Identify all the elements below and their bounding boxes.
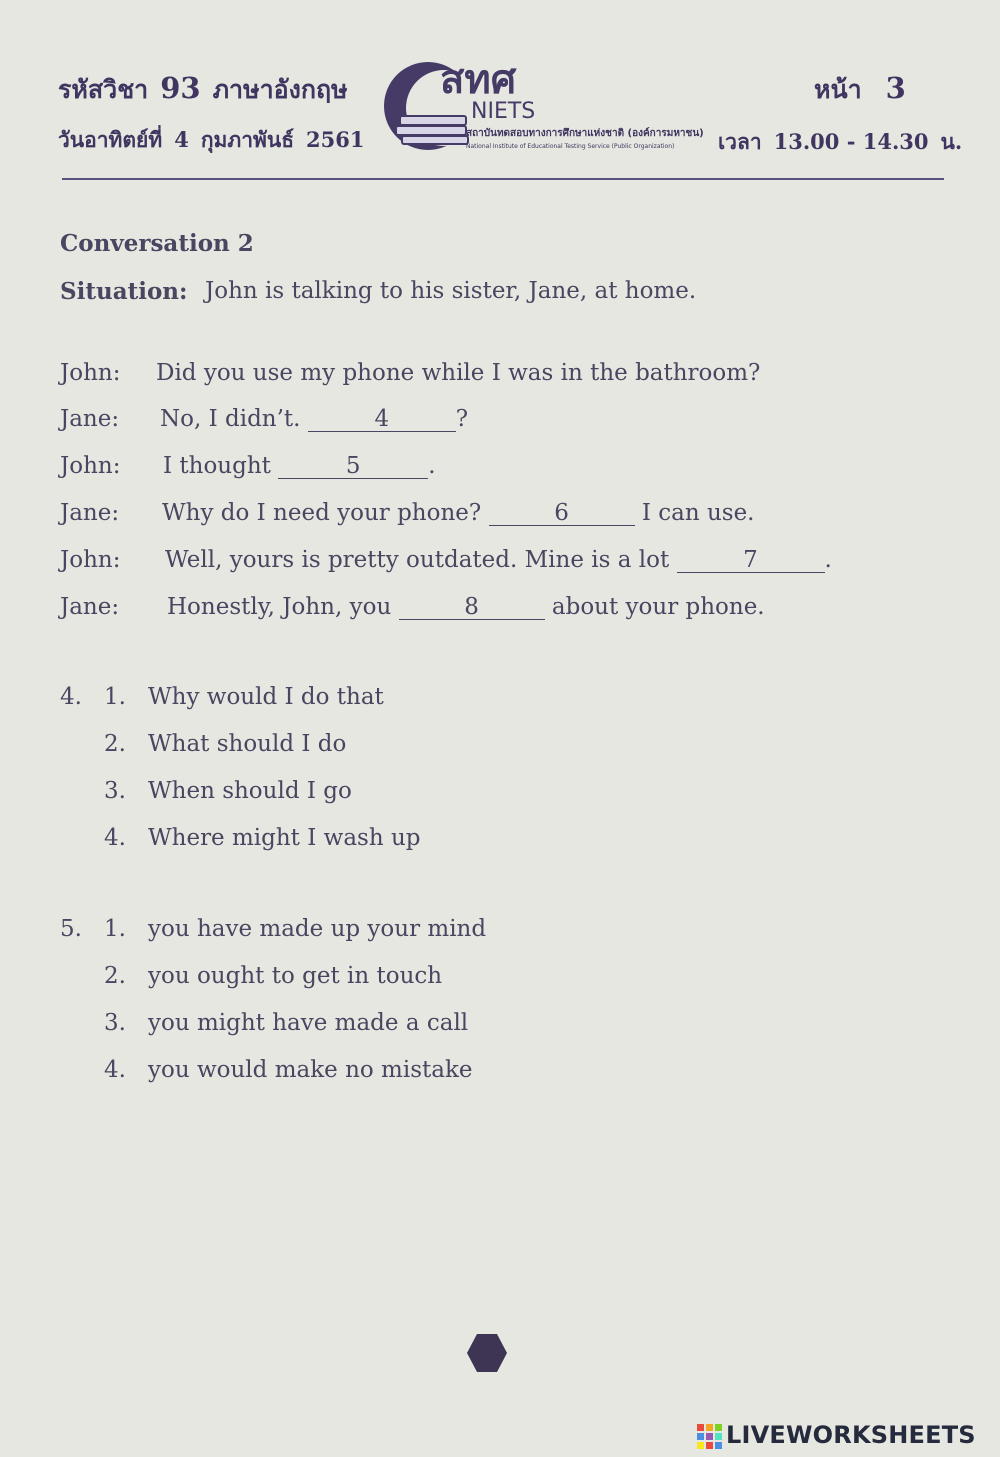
blank-8-field[interactable]: 8 xyxy=(399,595,545,620)
line-text-after: . xyxy=(428,453,436,479)
option-number: 2. xyxy=(104,731,126,757)
logo-abbr: NIETS xyxy=(471,99,536,124)
date-day: 4 xyxy=(174,127,189,152)
subject-line xyxy=(58,70,348,110)
page-marker-hexagon-icon xyxy=(466,1333,508,1373)
option-text: you have made up your mind xyxy=(148,916,487,942)
line-text: I thought xyxy=(163,453,271,479)
option-text: Where might I wash up xyxy=(148,825,421,851)
line-text-after: ? xyxy=(455,406,469,432)
speaker: John: xyxy=(60,547,121,573)
time-line xyxy=(718,126,962,159)
question-number: 4. xyxy=(60,684,82,710)
date-label: วันอาทิตย์ที่ xyxy=(58,127,163,152)
date-line xyxy=(58,124,364,157)
blank-6-field[interactable]: 6 xyxy=(489,501,635,526)
line-text: Honestly, John, you xyxy=(167,594,392,620)
line-text-after: . xyxy=(824,547,832,573)
option-number: 4. xyxy=(104,1057,126,1083)
subject-label: รหัสวิชา xyxy=(58,75,149,104)
blank-4-field[interactable]: 4 xyxy=(308,407,456,432)
time-label: เวลา xyxy=(718,129,762,154)
date-year: 2561 xyxy=(306,127,365,152)
page-number-line xyxy=(814,70,906,110)
liveworksheets-logo-icon xyxy=(697,1424,723,1450)
time-unit: น. xyxy=(940,129,963,154)
line-text: Well, yours is pretty outdated. Mine is a lot xyxy=(165,547,670,573)
blank-7-field[interactable]: 7 xyxy=(677,548,825,573)
logo-thai-mark: สทศ xyxy=(440,58,517,103)
date-month: กุมภาพันธ์ xyxy=(200,127,295,152)
line-text: No, I didn’t. xyxy=(160,406,301,432)
blank-5-field[interactable]: 5 xyxy=(278,454,428,479)
option-text: you ought to get in touch xyxy=(148,963,443,989)
option-number: 4. xyxy=(104,825,126,851)
logo-english-name: National Institute of Educational Testing Service (Public Organization) xyxy=(466,143,675,150)
time-range: 13.00 - 14.30 xyxy=(773,129,929,154)
option-number: 1. xyxy=(104,916,126,942)
line-text-after: about your phone. xyxy=(551,594,765,620)
option-number: 2. xyxy=(104,963,126,989)
page-number: 3 xyxy=(885,71,906,105)
line-text-after: I can use. xyxy=(641,500,755,526)
option-text: Why would I do that xyxy=(148,684,384,710)
subject-code: 93 xyxy=(160,71,201,105)
situation-label: Situation: xyxy=(60,278,188,305)
liveworksheets-brand[interactable]: LIVEWORKSHEETS xyxy=(726,1421,976,1449)
option-text: you would make no mistake xyxy=(148,1057,473,1083)
option-number: 3. xyxy=(104,1010,126,1036)
speaker: Jane: xyxy=(60,594,120,620)
line-text: Did you use my phone while I was in the bathroom? xyxy=(156,360,761,386)
option-text: When should I go xyxy=(148,778,352,804)
subject-name: ภาษาอังกฤษ xyxy=(212,75,348,104)
situation-text: John is talking to his sister, Jane, at home. xyxy=(205,278,697,304)
option-number: 1. xyxy=(104,684,126,710)
speaker: John: xyxy=(60,453,121,479)
option-text: you might have made a call xyxy=(148,1010,469,1036)
speaker: Jane: xyxy=(60,406,120,432)
page-label: หน้า xyxy=(814,75,862,104)
conversation-title: Conversation 2 xyxy=(60,230,254,257)
line-text: Why do I need your phone? xyxy=(162,500,482,526)
option-number: 3. xyxy=(104,778,126,804)
speaker: John: xyxy=(60,360,121,386)
speaker: Jane: xyxy=(60,500,120,526)
question-number: 5. xyxy=(60,916,82,942)
header-divider xyxy=(62,178,944,180)
logo-thai-name: สถาบันทดสอบทางการศึกษาแห่งชาติ (องค์การมหาชน) xyxy=(466,128,704,139)
option-text: What should I do xyxy=(148,731,347,757)
logo-books-icon xyxy=(396,116,468,144)
